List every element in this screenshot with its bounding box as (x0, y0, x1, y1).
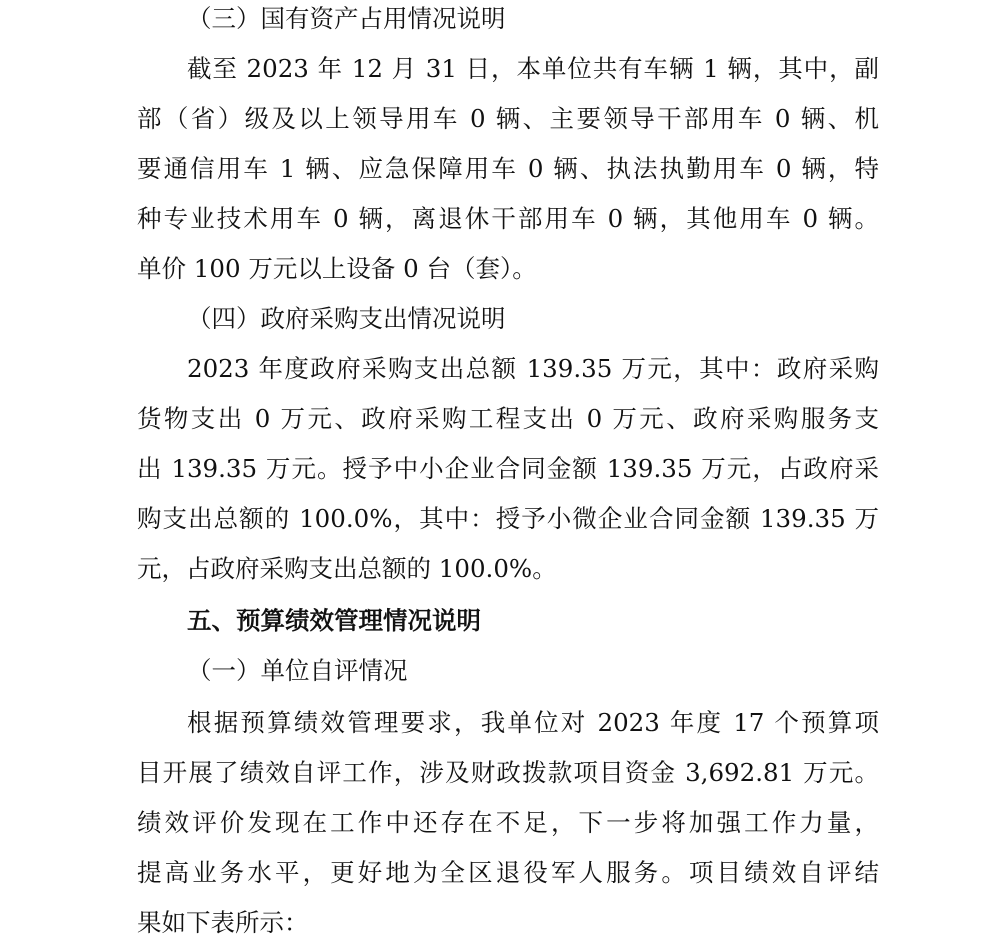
paragraph-line: 货物支出 0 万元、政府采购工程支出 0 万元、政府采购服务支 (137, 404, 879, 433)
section-heading-asset-usage: （三）国有资产占用情况说明 (187, 4, 506, 33)
paragraph-line: 截至 2023 年 12 月 31 日，本单位共有车辆 1 辆，其中，副 (187, 54, 879, 83)
paragraph-line: 果如下表所示： (137, 908, 309, 937)
paragraph-line: 要通信用车 1 辆、应急保障用车 0 辆、执法执勤用车 0 辆，特 (137, 154, 879, 183)
paragraph-line: 部（省）级及以上领导用车 0 辆、主要领导干部用车 0 辆、机 (137, 104, 879, 133)
paragraph-line: 出 139.35 万元。授予中小企业合同金额 139.35 万元，占政府采 (137, 454, 879, 483)
section-heading-procurement: （四）政府采购支出情况说明 (187, 304, 506, 333)
paragraph-line: 2023 年度政府采购支出总额 139.35 万元，其中：政府采购 (187, 354, 879, 383)
paragraph-line: 元，占政府采购支出总额的 100.0%。 (137, 554, 557, 583)
paragraph-line: 种专业技术用车 0 辆，离退休干部用车 0 辆，其他用车 0 辆。 (137, 204, 879, 233)
sub-heading-self-evaluation: （一）单位自评情况 (187, 656, 408, 685)
paragraph-line: 单价 100 万元以上设备 0 台（套）。 (137, 254, 537, 283)
paragraph-line: 根据预算绩效管理要求，我单位对 2023 年度 17 个预算项 (187, 708, 879, 737)
paragraph-line: 提高业务水平，更好地为全区退役军人服务。项目绩效自评结 (137, 858, 879, 887)
paragraph-line: 目开展了绩效自评工作，涉及财政拨款项目资金 3,692.81 万元。 (137, 758, 879, 787)
paragraph-line: 购支出总额的 100.0%，其中：授予小微企业合同金额 139.35 万 (137, 504, 879, 533)
paragraph-line: 绩效评价发现在工作中还存在不足，下一步将加强工作力量， (137, 808, 879, 837)
part-heading-performance: 五、预算绩效管理情况说明 (187, 606, 481, 635)
